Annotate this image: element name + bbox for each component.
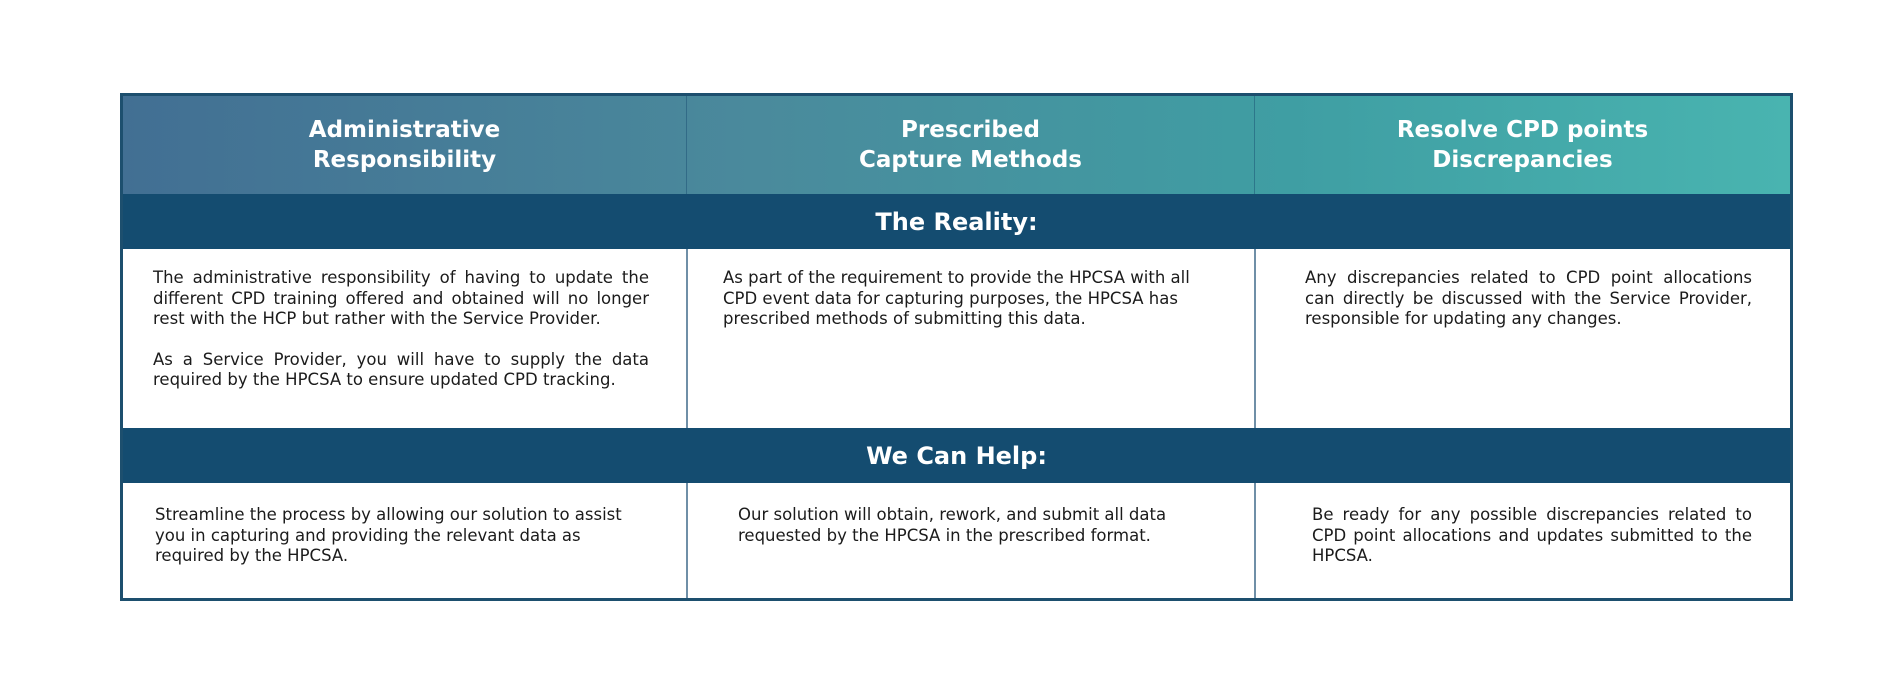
help-cell-administrative bbox=[123, 483, 686, 598]
cell-paragraph: As part of the requirement to provide the HPCSA with all CPD event data for capturing purposes, the HPCSA has prescribed methods of submitting this data. bbox=[723, 268, 1190, 328]
header-resolve-cpd-discrepancies bbox=[1254, 96, 1790, 194]
header-line: Administrative bbox=[308, 117, 501, 143]
header-line: Responsibility bbox=[312, 147, 497, 173]
reality-cell-discrepancies bbox=[1254, 249, 1790, 428]
reality-cell-capture-methods bbox=[686, 249, 1254, 428]
reality-row bbox=[123, 249, 1790, 428]
cpd-comparison-table bbox=[120, 93, 1793, 601]
header-line: Resolve CPD points bbox=[1396, 117, 1649, 143]
cell-paragraph: Any discrepancies related to CPD point allocations can directly be discussed with the Service Provider, responsible for updating any changes. bbox=[1305, 268, 1752, 328]
section-heading-reality: The Reality: bbox=[123, 194, 1790, 249]
header-line: Discrepancies bbox=[1432, 147, 1613, 173]
help-cell-discrepancies bbox=[1254, 483, 1790, 598]
help-row bbox=[123, 483, 1790, 598]
cell-paragraph: Streamline the process by allowing our solution to assist you in capturing and providing the relevant data as required by the HPCSA. bbox=[155, 505, 622, 565]
section-heading-help: We Can Help: bbox=[123, 428, 1790, 483]
reality-cell-administrative bbox=[123, 249, 686, 428]
cell-paragraph: Be ready for any possible discrepancies related to CPD point allocations and updates submitted to the HPCSA. bbox=[1312, 505, 1752, 565]
header-administrative-responsibility bbox=[123, 96, 686, 194]
cell-paragraph: The administrative responsibility of having to update the different CPD training offered and obtained will no longer rest with the HCP but rather with the Service Provider. bbox=[153, 268, 649, 328]
cell-paragraph: As a Service Provider, you will have to supply the data required by the HPCSA to ensure updated CPD tracking. bbox=[153, 349, 649, 389]
header-line: Capture Methods bbox=[859, 147, 1082, 173]
help-cell-capture-methods bbox=[686, 483, 1254, 598]
header-row bbox=[123, 96, 1790, 194]
header-line: Prescribed bbox=[901, 117, 1040, 143]
header-prescribed-capture-methods bbox=[686, 96, 1254, 194]
cell-paragraph: Our solution will obtain, rework, and submit all data requested by the HPCSA in the prescribed format. bbox=[738, 505, 1167, 545]
